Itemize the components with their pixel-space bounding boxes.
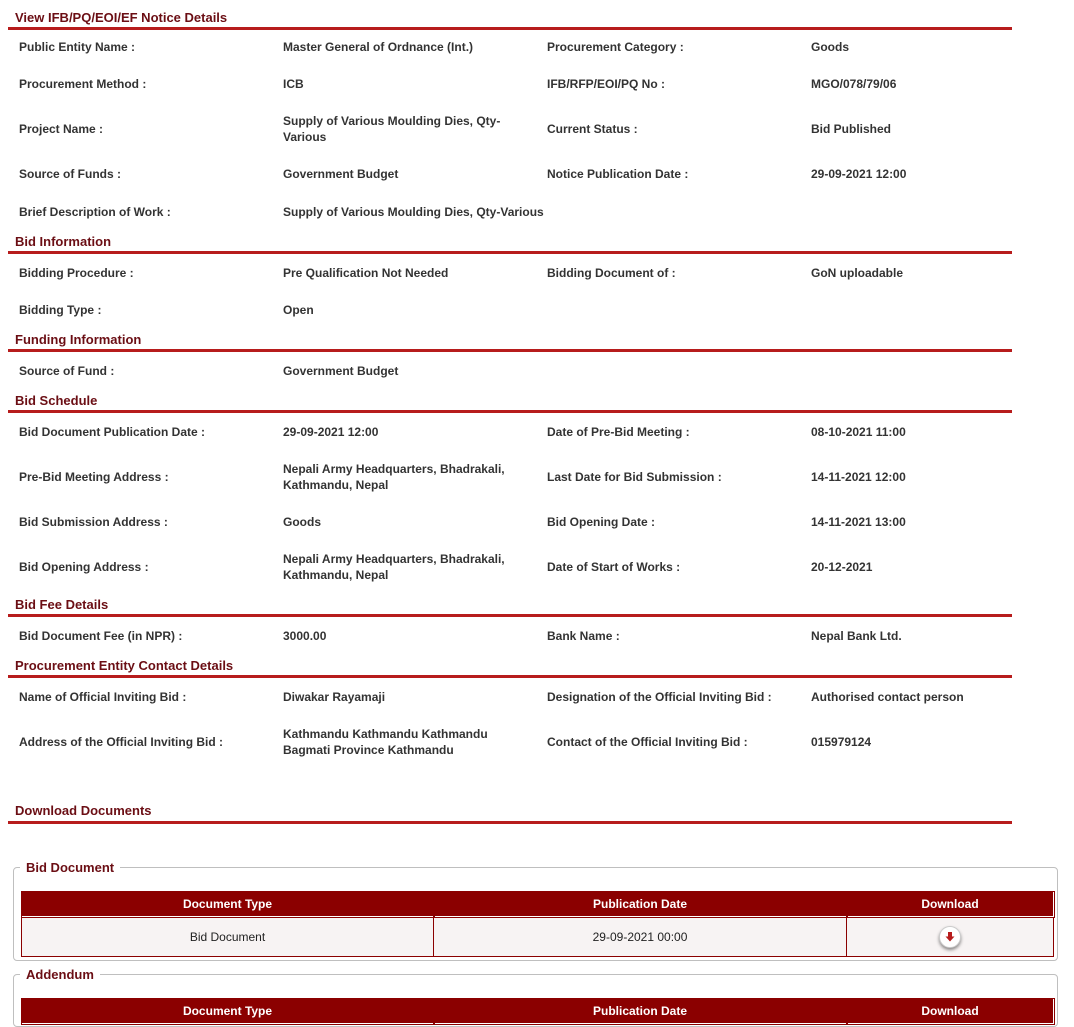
section-title: Bid Fee Details	[15, 597, 109, 612]
ifb-number-label: IFB/RFP/EOI/PQ No :	[547, 77, 666, 91]
column-header-download: Download	[847, 999, 1054, 1024]
brief-description-label: Brief Description of Work :	[19, 205, 171, 219]
official-contact-value: 015979124	[811, 735, 872, 749]
official-address-line-1: Kathmandu Kathmandu Kathmandu	[283, 727, 488, 741]
bidding-procedure-value: Pre Qualification Not Needed	[283, 266, 449, 280]
document-type-cell: Bid Document	[22, 917, 434, 957]
column-header-document-type: Document Type	[22, 999, 434, 1024]
pre-bid-address-line-1: Nepali Army Headquarters, Bhadrakali,	[283, 462, 505, 476]
bidding-document-of-value: GoN uploadable	[811, 266, 904, 280]
section-download-documents	[8, 800, 1012, 824]
notice-publication-date-value: 29-09-2021 12:00	[811, 167, 907, 181]
bidding-type-label: Bidding Type :	[19, 303, 102, 317]
notice-publication-date-label: Notice Publication Date :	[547, 167, 689, 181]
last-date-submission-value: 14-11-2021 12:00	[811, 470, 906, 484]
bidding-type-value: Open	[283, 303, 314, 317]
bid-submission-address-value: Goods	[283, 515, 321, 529]
current-status-value: Bid Published	[811, 122, 892, 136]
section-title: Funding Information	[15, 332, 142, 347]
official-designation-label: Designation of the Official Inviting Bid :	[547, 690, 772, 704]
procurement-method-value: ICB	[283, 77, 304, 91]
source-of-funds-label: Source of Funds :	[19, 167, 121, 181]
download-cell	[847, 917, 1054, 957]
bid-document-table	[21, 891, 1054, 957]
bid-opening-address-line-1: Nepali Army Headquarters, Bhadrakali,	[283, 552, 505, 566]
project-name-line-2: Various	[283, 130, 327, 144]
section-funding-information	[8, 322, 1012, 352]
addendum-table	[21, 998, 1054, 1024]
section-bid-schedule	[8, 383, 1012, 413]
source-of-fund-value: Government Budget	[283, 364, 399, 378]
project-name-line-1: Supply of Various Moulding Dies, Qty-	[283, 114, 501, 128]
section-title: View IFB/PQ/EOI/EF Notice Details	[15, 10, 228, 25]
procurement-category-label: Procurement Category :	[547, 40, 684, 54]
section-title: Bid Information	[15, 234, 112, 249]
official-address-line-2: Bagmati Province Kathmandu	[283, 743, 454, 757]
column-header-publication-date: Publication Date	[434, 999, 847, 1024]
column-header-document-type: Document Type	[22, 892, 434, 917]
official-contact-label: Contact of the Official Inviting Bid :	[547, 735, 748, 749]
public-entity-label: Public Entity Name :	[19, 40, 136, 54]
pre-bid-meeting-date-label: Date of Pre-Bid Meeting :	[547, 425, 690, 439]
pre-bid-address-line-2: Kathmandu, Nepal	[283, 478, 389, 492]
start-of-works-label: Date of Start of Works :	[547, 560, 681, 574]
official-address-value	[283, 726, 488, 758]
official-name-label: Name of Official Inviting Bid :	[19, 690, 187, 704]
bid-submission-address-label: Bid Submission Address :	[19, 515, 168, 529]
download-button[interactable]	[939, 926, 961, 948]
brief-description-value: Supply of Various Moulding Dies, Qty-Various	[283, 205, 544, 219]
bid-document-fee-label: Bid Document Fee (in NPR) :	[19, 629, 183, 643]
official-address-label: Address of the Official Inviting Bid :	[19, 735, 224, 749]
last-date-submission-label: Last Date for Bid Submission :	[547, 470, 722, 484]
current-status-label: Current Status :	[547, 122, 638, 136]
bid-opening-address-line-2: Kathmandu, Nepal	[283, 568, 389, 582]
procurement-method-label: Procurement Method :	[19, 77, 147, 91]
pre-bid-meeting-address-value	[283, 461, 505, 493]
section-bid-information	[8, 224, 1012, 254]
bid-document-legend: Bid Document	[26, 860, 115, 875]
bank-name-value: Nepal Bank Ltd.	[811, 629, 902, 643]
official-designation-value: Authorised contact person	[811, 690, 964, 704]
section-contact-details	[8, 648, 1012, 678]
section-title: Bid Schedule	[15, 393, 98, 408]
addendum-fieldset	[13, 967, 1058, 1027]
table-header-row	[22, 892, 1054, 917]
section-title: Download Documents	[15, 803, 152, 818]
column-header-publication-date: Publication Date	[434, 892, 847, 917]
official-name-value: Diwakar Rayamaji	[283, 690, 386, 704]
bank-name-label: Bank Name :	[547, 629, 620, 643]
table-header-row	[22, 999, 1054, 1024]
section-notice-details	[8, 0, 1012, 30]
pre-bid-meeting-date-value: 08-10-2021 11:00	[811, 425, 906, 439]
procurement-category-value: Goods	[811, 40, 849, 54]
bidding-document-of-label: Bidding Document of :	[547, 266, 676, 280]
bid-document-fieldset	[13, 860, 1058, 961]
ifb-number-value: MGO/078/79/06	[811, 77, 897, 91]
section-title: Procurement Entity Contact Details	[15, 658, 234, 673]
start-of-works-value: 20-12-2021	[811, 560, 873, 574]
section-bid-fee-details	[8, 587, 1012, 617]
download-arrow-icon	[944, 931, 956, 943]
publication-date-cell: 29-09-2021 00:00	[434, 917, 847, 957]
source-of-funds-value: Government Budget	[283, 167, 399, 181]
bid-document-fee-value: 3000.00	[283, 629, 327, 643]
column-header-download: Download	[847, 892, 1054, 917]
bid-document-publication-date-value: 29-09-2021 12:00	[283, 425, 379, 439]
project-name-value	[283, 113, 500, 145]
public-entity-value: Master General of Ordnance (Int.)	[283, 40, 474, 54]
source-of-fund-label: Source of Fund :	[19, 364, 115, 378]
project-name-label: Project Name :	[19, 122, 104, 136]
bid-document-publication-date-label: Bid Document Publication Date :	[19, 425, 206, 439]
table-row	[22, 917, 1054, 957]
bidding-procedure-label: Bidding Procedure :	[19, 266, 134, 280]
addendum-legend: Addendum	[26, 967, 94, 982]
bid-opening-address-label: Bid Opening Address :	[19, 560, 149, 574]
bid-opening-date-value: 14-11-2021 13:00	[811, 515, 906, 529]
bid-opening-address-value	[283, 551, 505, 583]
bid-opening-date-label: Bid Opening Date :	[547, 515, 655, 529]
pre-bid-meeting-address-label: Pre-Bid Meeting Address :	[19, 470, 169, 484]
